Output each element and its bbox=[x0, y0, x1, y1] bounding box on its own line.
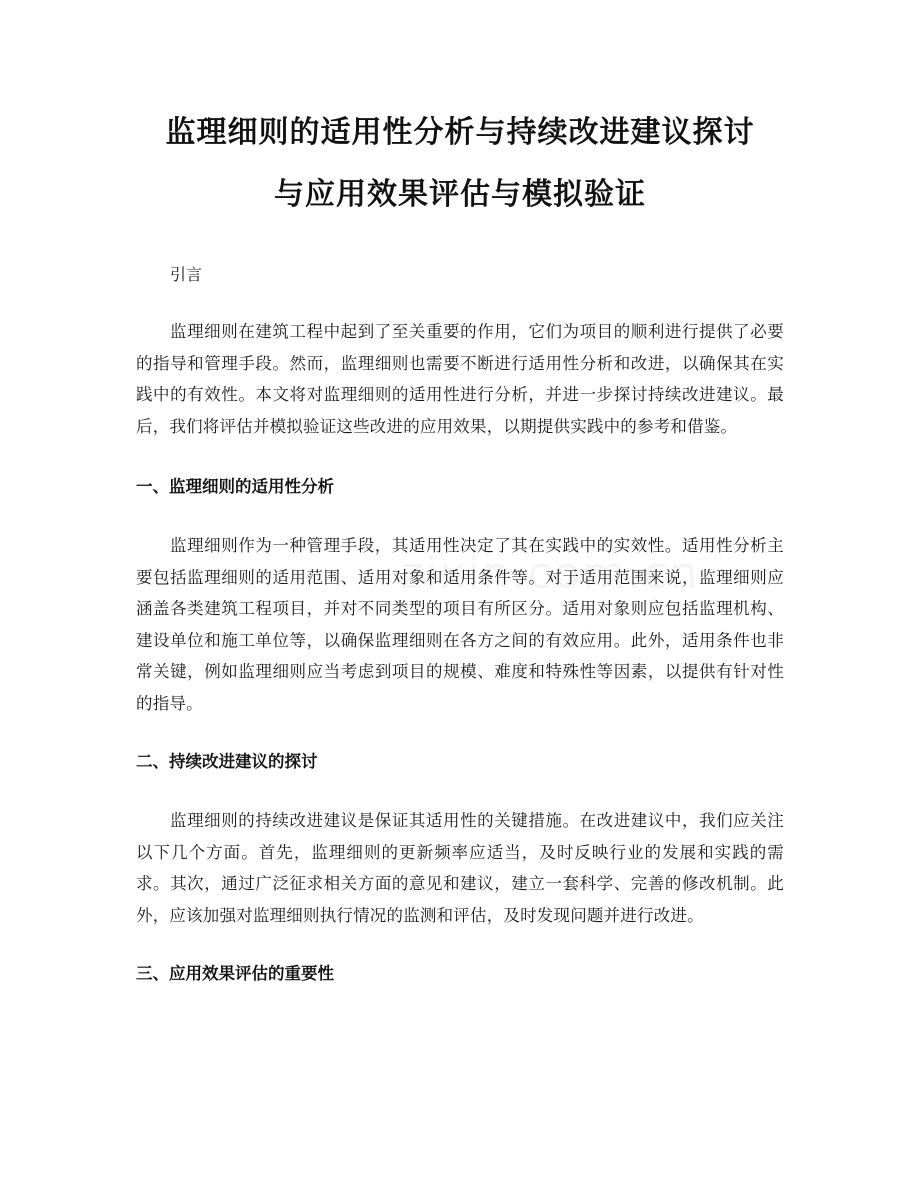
title-line-1: 监理细则的适用性分析与持续改进建议探讨 bbox=[165, 115, 755, 150]
section-1-paragraph: 监理细则作为一种管理手段，其适用性决定了其在实践中的实效性。适用性分析主要包括监理细则的适用范围、适用对象和适用条件等。对于适用范围来说，监理细则应涵盖各类建筑工程项目，并对不同类型的项目有所区分。适用对象则应包括监理机构、建设单位和施工单位等，以确保监理细则在各方之间的有效应用。此外，适用条件也非常关键，例如监理细则应当考虑到项目的规模、难度和特殊性等因素，以提供有针对性的指导。 bbox=[136, 536, 784, 713]
section-1-heading: 一、监理细则的适用性分析 bbox=[136, 477, 334, 496]
section-3-heading: 三、应用效果评估的重要性 bbox=[136, 964, 334, 983]
intro-label: 引言 bbox=[170, 265, 203, 284]
intro-paragraph: 监理细则在建筑工程中起到了至关重要的作用，它们为项目的顺利进行提供了必要的指导和管理手段。然而，监理细则也需要不断进行适用性分析和改进，以确保其在实践中的有效性。本文将对监理细则的适用性进行分析，并进一步探讨持续改进建议。最后，我们将评估并模拟验证这些改进的应用效果，以期提供实践中的参考和借鉴。 bbox=[136, 322, 784, 436]
section-2-heading: 二、持续改进建议的探讨 bbox=[136, 752, 318, 771]
section-2-paragraph: 监理细则的持续改进建议是保证其适用性的关键措施。在改进建议中，我们应关注以下几个方面。首先，监理细则的更新频率应适当，及时反映行业的发展和实践的需求。其次，通过广泛征求相关方面的意见和建议，建立一套科学、完善的修改机制。此外，应该加强对监理细则执行情况的监测和评估，及时发现问题并进行改进。 bbox=[136, 811, 784, 925]
title-line-2: 与应用效果评估与模拟验证 bbox=[274, 177, 646, 212]
document-title bbox=[136, 0, 784, 226]
